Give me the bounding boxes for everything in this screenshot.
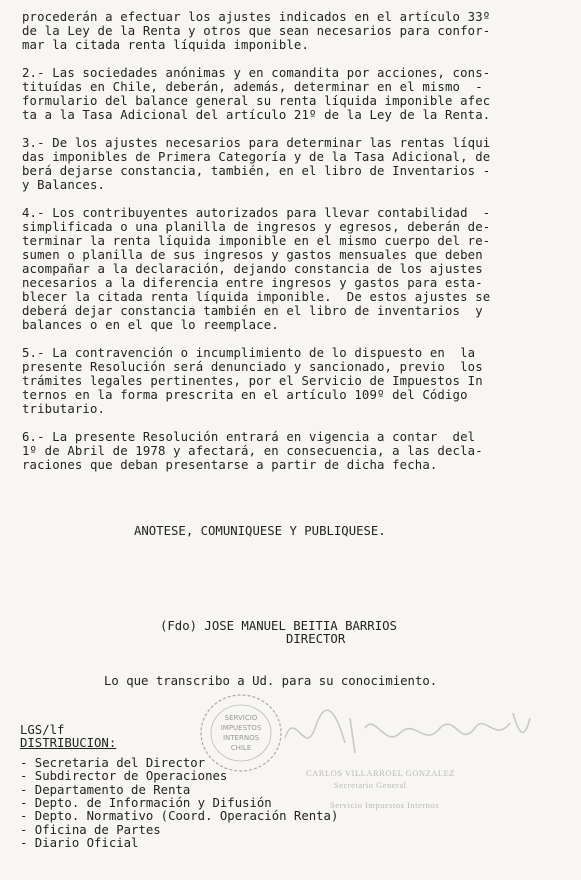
body-line: formulario del balance general su renta líquida imponible afec [22,94,491,108]
body-line: 3.- De los ajustes necesarios para determinar las rentas líqui [22,136,491,150]
body-line: balances o en el que lo reemplace. [22,318,279,332]
stamp-line-3: INTERNOS [222,734,260,742]
body-line: 4.- Los contribuyentes autorizados para llevar contabilidad - [22,206,491,220]
signature-block-role: Secretario General [334,780,407,790]
body-line: presente Resolución será denunciado y sancionado, previo los [22,360,483,374]
body-line: blecer la citada renta líquida imponible. De estos ajustes se [22,290,491,304]
stamp-line-4: CHILE [230,744,252,752]
body-line: raciones que deban presentarse a partir de dicha fecha. [22,458,438,472]
body-line: terminar la renta líquida imponible en el mismo cuerpo del re- [22,234,491,248]
body-line: 6.- La presente Resolución entrará en vigencia a contar del [22,430,476,444]
body-line: ternos en la forma prescrita en el artículo 109º del Código [22,388,468,402]
body-line: 5.- La contravención o incumplimiento de lo dispuesto en la [22,346,476,360]
distribution-item: - Diario Oficial [20,835,139,850]
body-line: tributario. [22,402,106,416]
stamp-line-2: IMPUESTOS [220,724,262,732]
closing-formula: ANOTESE, COMUNIQUESE Y PUBLIQUESE. [134,524,386,538]
handwritten-signature [275,698,535,768]
distribution-item: - Secretaria del Director [20,756,206,770]
body-line: mar la citada renta líquida imponible. [22,38,310,52]
signature-block-org: Servicio Impuestos Internos [330,800,439,810]
body-line: 2.- Las sociedades anónimas y en comandita por acciones, cons- [22,66,491,80]
distribution-item: - Oficina de Partes [20,822,161,837]
distribution-item: - Depto. de Información y Difusión [20,795,272,810]
body-line: y Balances. [22,178,106,192]
signatory-title: DIRECTOR [286,632,346,646]
body-line: necesarios a la diferencia entre ingresos y gastos para esta- [22,276,483,290]
body-line: 1º de Abril de 1978 y afectará, en consecuencia, a las decla- [22,444,483,458]
stamp-line-1: SERVICIO [224,714,258,722]
body-line: simplificada o una planilla de ingresos y egresos, deberán de- [22,220,491,234]
body-line: berá dejarse constancia, también, en el libro de Inventarios - [22,164,491,178]
body-line: deberá dejar constancia también en el libro de inventarios y [22,304,483,318]
distribution-item: - Subdirector de Operaciones [20,769,228,784]
distribution-item: - Depto. Normativo (Coord. Operación Renta) [20,809,339,824]
body-line: sumen o planilla de sus ingresos y gastos mensuales que deben [22,248,483,262]
signature-block-name: CARLOS VILLARROEL GONZALEZ [306,768,455,778]
official-stamp [198,690,284,776]
body-line: procederán a efectuar los ajustes indicados en el artículo 33º [22,10,491,24]
body-line: acompañar a la declaración, dejando constancia de los ajustes [22,262,483,276]
body-line: ta a la Tasa Adicional del artículo 21º de la Ley de la Renta. [22,108,491,122]
body-line: de la Ley de la Renta y otros que sean necesarios para confor- [22,24,491,38]
body-line: trámites legales pertinentes, por el Servicio de Impuestos In [22,374,483,388]
signatory-name: (Fdo) JOSE MANUEL BEITIA BARRIOS [160,619,397,633]
transcription-note: Lo que transcribo a Ud. para su conocimiento. [104,674,438,688]
body-line: tituídas en Chile, deberán, además, determinar en el mismo - [22,80,483,94]
distribution-heading: DISTRIBUCION: [20,736,117,750]
initials: LGS/lf [20,723,65,737]
distribution-item: - Departamento de Renta [20,782,191,797]
body-line: das imponibles de Primera Categoría y de la Tasa Adicional, de [22,150,491,164]
